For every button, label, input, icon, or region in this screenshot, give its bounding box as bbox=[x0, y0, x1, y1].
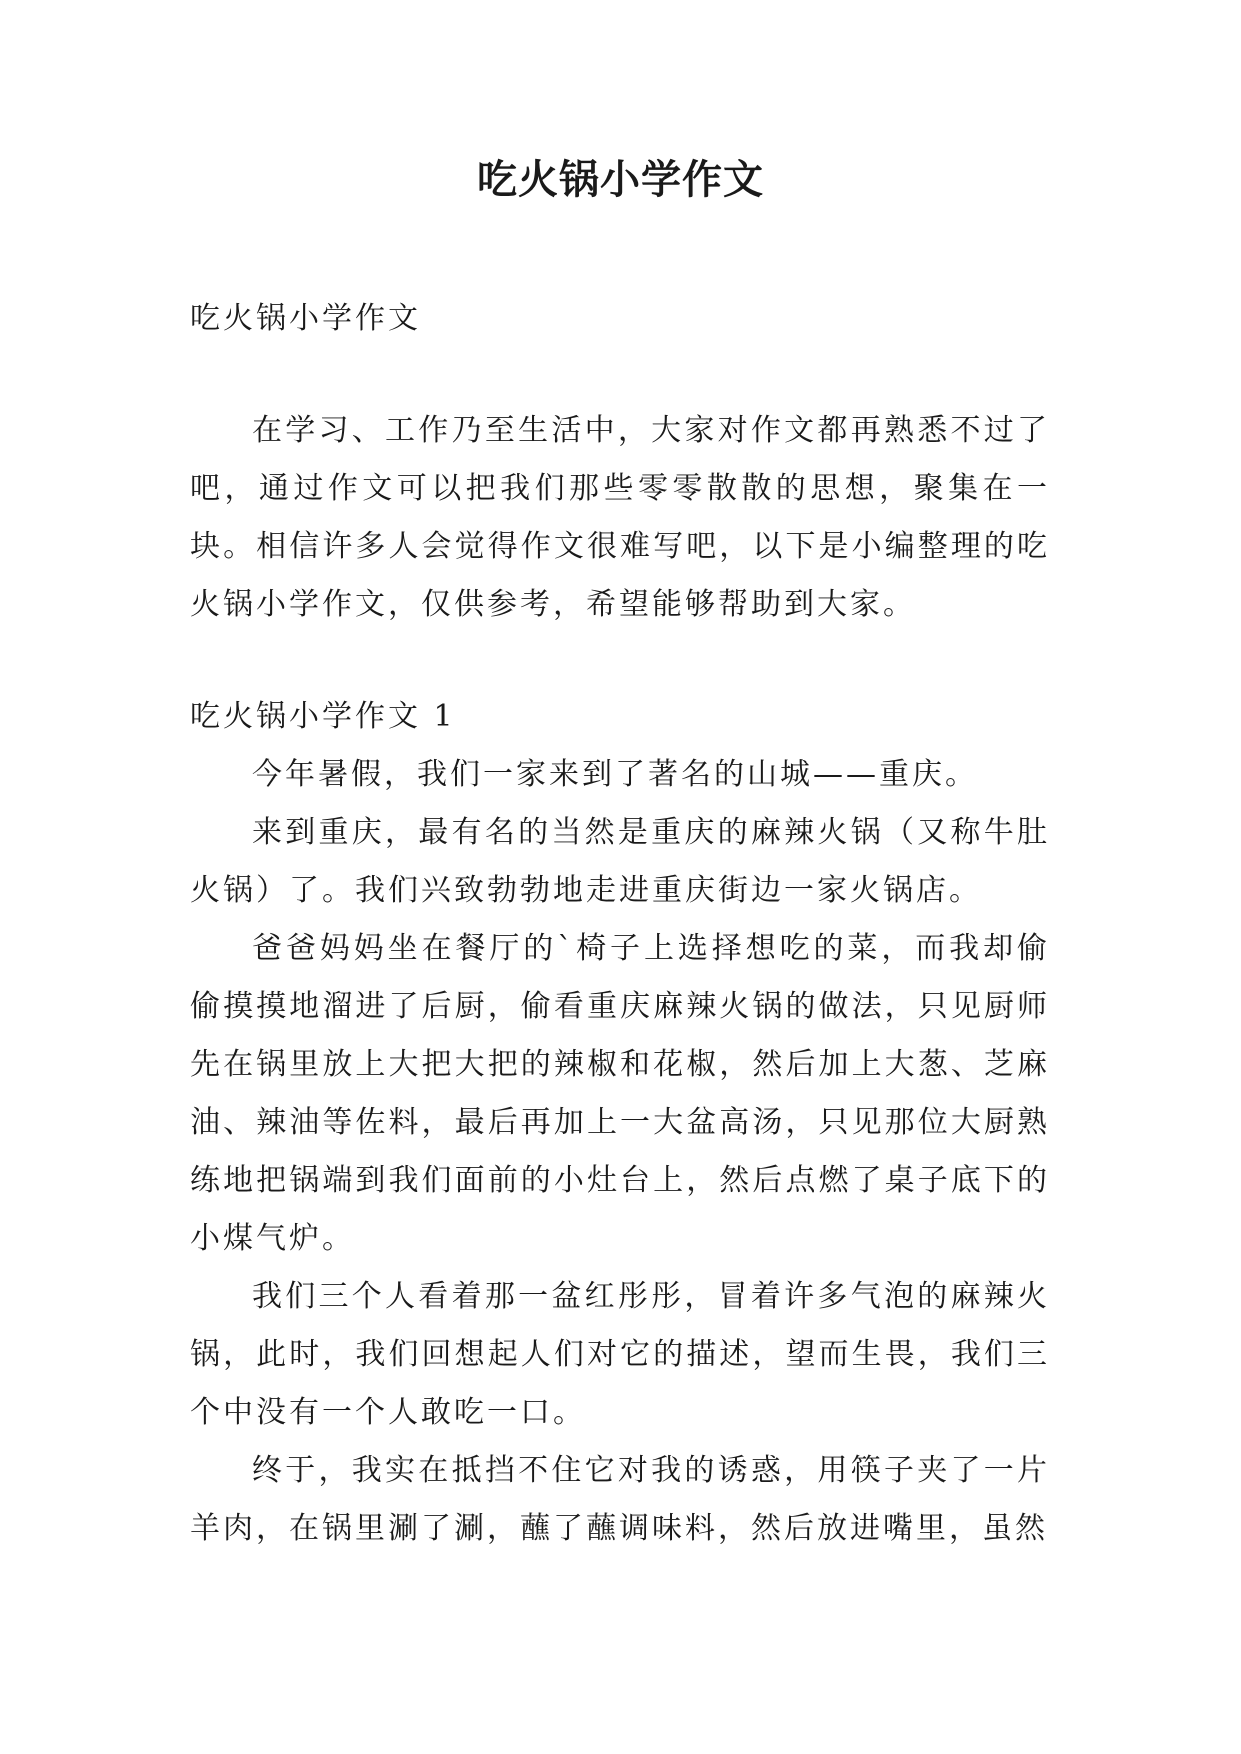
body-paragraph: 终于，我实在抵挡不住它对我的诱惑，用筷子夹了一片羊肉，在锅里涮了涮，蘸了蘸调味料，然后放进嘴里，虽然 bbox=[190, 1453, 1050, 1546]
document-title: 吃火锅小学作文 bbox=[477, 156, 764, 203]
body-paragraph: 爸爸妈妈坐在餐厅的`椅子上选择想吃的菜，而我却偷偷摸摸地溜进了后厨，偷看重庆麻辣火锅的做法，只见厨师先在锅里放上大把大把的辣椒和花椒，然后加上大葱、芝麻油、辣油等佐料，最后再加上一大盆高汤，只见那位大厨熟练地把锅端到我们面前的小灶台上，然后点燃了桌子底下的小煤气炉。 bbox=[190, 931, 1050, 1256]
body-paragraph: 我们三个人看着那一盆红彤彤，冒着许多气泡的麻辣火锅，此时，我们回想起人们对它的描述，望而生畏，我们三个中没有一个人敢吃一口。 bbox=[190, 1279, 1050, 1430]
document-body bbox=[190, 290, 1050, 1558]
intro-paragraph: 在学习、工作乃至生活中，大家对作文都再熟悉不过了吧，通过作文可以把我们那些零零散散的思想，聚集在一块。相信许多人会觉得作文很难写吧，以下是小编整理的吃火锅小学作文，仅供参考，希望能够帮助到大家。 bbox=[190, 413, 1050, 622]
section-heading: 吃火锅小学作文 1 bbox=[190, 699, 456, 734]
body-paragraph: 来到重庆，最有名的当然是重庆的麻辣火锅（又称牛肚火锅）了。我们兴致勃勃地走进重庆街边一家火锅店。 bbox=[190, 815, 1050, 908]
document-subtitle: 吃火锅小学作文 bbox=[190, 301, 421, 336]
body-paragraph: 今年暑假，我们一家来到了著名的山城——重庆。 bbox=[252, 757, 978, 792]
